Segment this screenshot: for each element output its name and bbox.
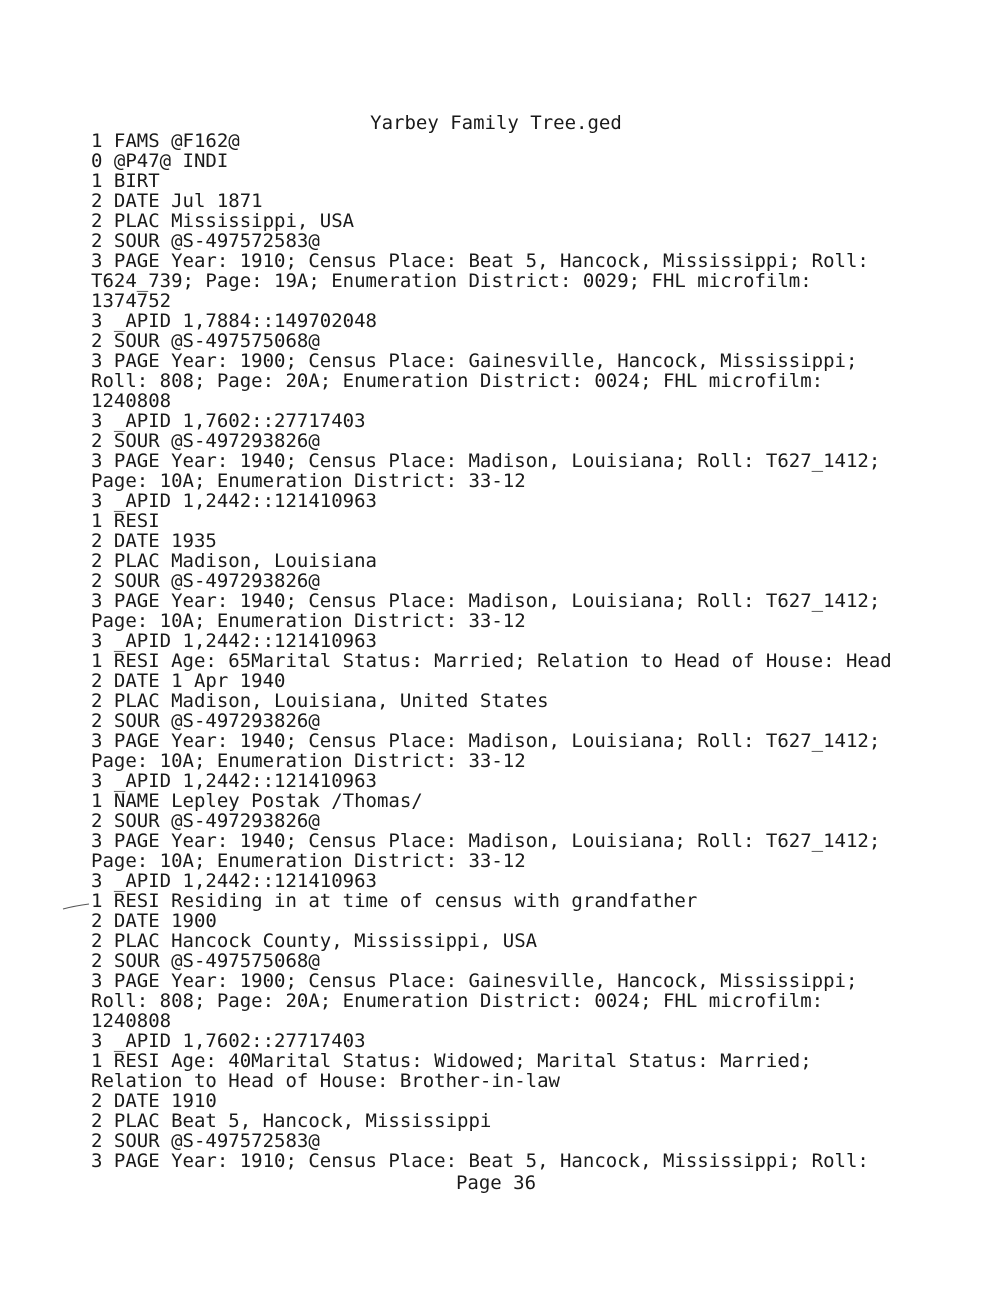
record-line: Roll: 808; Page: 20A; Enumeration District: 0024; FHL microfilm: xyxy=(91,370,824,392)
record-line: 2 PLAC Madison, Louisiana xyxy=(91,550,377,572)
record-line: Page: 10A; Enumeration District: 33-12 xyxy=(91,850,526,872)
record-line: 1 RESI xyxy=(91,510,160,532)
gedcom-record-text xyxy=(91,131,971,1171)
record-line: 3 PAGE Year: 1940; Census Place: Madison, Louisiana; Roll: T627_1412; xyxy=(91,450,881,472)
record-line: 2 SOUR @S-497575068@ xyxy=(91,950,320,972)
record-line: 3 PAGE Year: 1910; Census Place: Beat 5, Hancock, Mississippi; Roll: xyxy=(91,250,869,272)
record-line: 2 DATE 1900 xyxy=(91,910,217,932)
record-line: 3 _APID 1,7602::27717403 xyxy=(91,1030,366,1052)
record-line: 2 SOUR @S-497572583@ xyxy=(91,230,320,252)
pen-tick-mark xyxy=(62,900,92,914)
record-line: Page: 10A; Enumeration District: 33-12 xyxy=(91,750,526,772)
record-line: 2 SOUR @S-497575068@ xyxy=(91,330,320,352)
record-line: T624_739; Page: 19A; Enumeration District: 0029; FHL microfilm: xyxy=(91,270,812,292)
record-line: 2 SOUR @S-497572583@ xyxy=(91,1130,320,1152)
record-line: Relation to Head of House: Brother-in-law xyxy=(91,1070,560,1092)
document-title: Yarbey Family Tree.ged xyxy=(370,112,622,134)
record-line: 2 DATE 1 Apr 1940 xyxy=(91,670,286,692)
record-line: 1 NAME Lepley Postak /Thomas/ xyxy=(91,790,423,812)
record-line: 2 DATE 1935 xyxy=(91,530,217,552)
record-line: 2 DATE 1910 xyxy=(91,1090,217,1112)
record-line: 3 PAGE Year: 1900; Census Place: Gainesville, Hancock, Mississippi; xyxy=(91,970,858,992)
record-line: 3 _APID 1,2442::121410963 xyxy=(91,770,377,792)
record-line: 3 PAGE Year: 1940; Census Place: Madison, Louisiana; Roll: T627_1412; xyxy=(91,590,881,612)
record-line: 3 PAGE Year: 1910; Census Place: Beat 5, Hancock, Mississippi; Roll: xyxy=(91,1150,869,1172)
record-line: 3 PAGE Year: 1940; Census Place: Madison, Louisiana; Roll: T627_1412; xyxy=(91,730,881,752)
record-line: Roll: 808; Page: 20A; Enumeration District: 0024; FHL microfilm: xyxy=(91,990,824,1012)
record-line: 3 _APID 1,2442::121410963 xyxy=(91,490,377,512)
record-line: 3 _APID 1,2442::121410963 xyxy=(91,870,377,892)
record-line: 1240808 xyxy=(91,1010,172,1032)
record-line: 2 SOUR @S-497293826@ xyxy=(91,570,320,592)
record-line: 1374752 xyxy=(91,290,172,312)
record-line: 0 @P47@ INDI xyxy=(91,150,229,172)
record-line: 3 _APID 1,7602::27717403 xyxy=(91,410,366,432)
record-line: 1 RESI Residing in at time of census with grandfather xyxy=(91,890,698,912)
record-line: 2 SOUR @S-497293826@ xyxy=(91,430,320,452)
record-line: 2 SOUR @S-497293826@ xyxy=(91,810,320,832)
record-line: 2 PLAC Mississippi, USA xyxy=(91,210,355,232)
record-line: 1 RESI Age: 65Marital Status: Married; Relation to Head of House: Head xyxy=(91,650,892,672)
record-line: 2 PLAC Madison, Louisiana, United States xyxy=(91,690,549,712)
record-line: 3 PAGE Year: 1900; Census Place: Gainesville, Hancock, Mississippi; xyxy=(91,350,858,372)
record-line: 2 SOUR @S-497293826@ xyxy=(91,710,320,732)
record-line: 2 DATE Jul 1871 xyxy=(91,190,263,212)
record-line: 1 BIRT xyxy=(91,170,160,192)
record-line: 3 _APID 1,7884::149702048 xyxy=(91,310,377,332)
record-line: Page: 10A; Enumeration District: 33-12 xyxy=(91,610,526,632)
record-line: 3 PAGE Year: 1940; Census Place: Madison, Louisiana; Roll: T627_1412; xyxy=(91,830,881,852)
page-number: Page 36 xyxy=(455,1172,537,1194)
record-line: 2 PLAC Beat 5, Hancock, Mississippi xyxy=(91,1110,492,1132)
record-line: 3 _APID 1,2442::121410963 xyxy=(91,630,377,652)
record-line: Page: 10A; Enumeration District: 33-12 xyxy=(91,470,526,492)
record-line: 2 PLAC Hancock County, Mississippi, USA xyxy=(91,930,538,952)
record-line: 1240808 xyxy=(91,390,172,412)
record-line: 1 RESI Age: 40Marital Status: Widowed; Marital Status: Married; xyxy=(91,1050,812,1072)
record-line: 1 FAMS @F162@ xyxy=(91,130,240,152)
